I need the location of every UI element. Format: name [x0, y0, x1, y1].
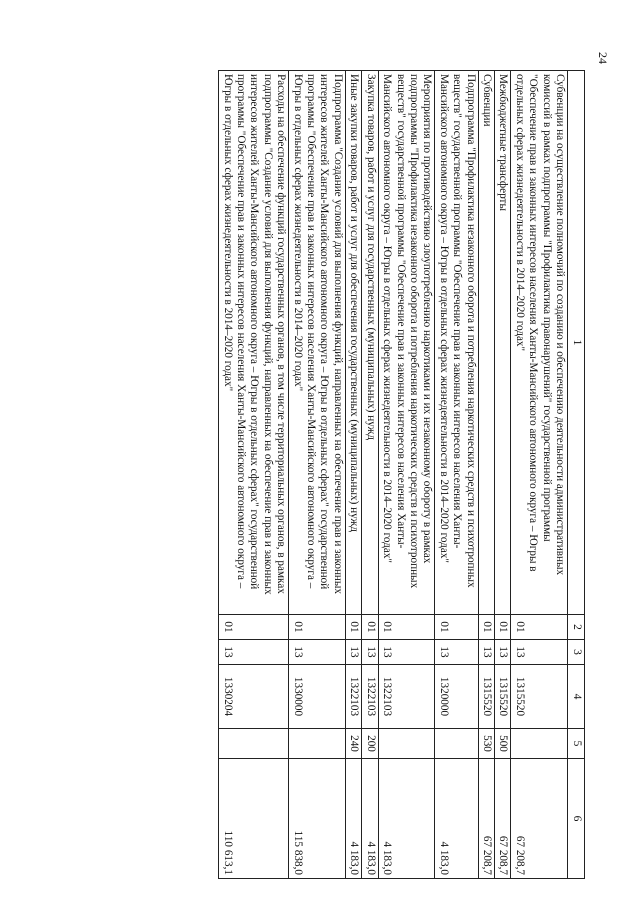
row-target-article: 1320000 [435, 665, 478, 729]
row-name: Расходы на обеспечение функций государственных органов, в том числе территориальных органов, в рамках подпрограммы "Создание условий для выполнения функций, направленных на обеспечение прав и законных интересов жителей Ханты-Мансийского автономного округа – Югры в отдельных сферах" государственной программы "Обеспечение прав и законных интересов населения Ханты-Мансийского автономного округа – Югры в отдельных сферах жизнедеятельности в 2014–2020 годах" [219, 71, 289, 615]
table-row [378, 71, 435, 879]
row-name: Межбюджетные трансферты [494, 71, 510, 615]
row-amount: 67 208,7 [511, 759, 568, 879]
budget-table [218, 70, 585, 879]
row-target-article: 1315520 [511, 665, 568, 729]
row-section-code: 01 [494, 615, 510, 640]
row-section-code: 01 [478, 615, 494, 640]
row-amount: 115 838,0 [289, 759, 346, 879]
row-expense-type [378, 729, 435, 759]
row-subsection-code: 13 [289, 640, 346, 665]
row-amount: 4 183,0 [345, 759, 361, 879]
row-subsection-code: 13 [435, 640, 478, 665]
row-name: Субвенции на осуществление полномочий по созданию и обеспечению деятельности административных комиссий в рамках подпрограммы "Профилактика правонарушений" государственной программы "Обеспечение прав и законных интересов населения Ханты-Мансийского автономного округа – Югры в отдельных сферах жизнедеятельности в 2014–2020 годах" [511, 71, 568, 615]
header-col-6: 6 [568, 759, 585, 879]
row-subsection-code: 13 [378, 640, 435, 665]
table-row [362, 71, 378, 879]
row-expense-type [511, 729, 568, 759]
row-subsection-code: 13 [362, 640, 378, 665]
row-section-code: 01 [511, 615, 568, 640]
row-amount: 67 208,7 [494, 759, 510, 879]
row-name: Иные закупки товаров, работ и услуг для обеспечения государственных (муниципальных) нужд [345, 71, 361, 615]
row-subsection-code: 13 [511, 640, 568, 665]
row-name: Субвенции [478, 71, 494, 615]
row-section-code: 01 [362, 615, 378, 640]
table-row [494, 71, 510, 879]
row-section-code: 01 [435, 615, 478, 640]
row-expense-type [219, 729, 289, 759]
row-amount: 4 183,0 [435, 759, 478, 879]
row-target-article: 1322103 [362, 665, 378, 729]
header-col-3: 3 [568, 640, 585, 665]
row-expense-type [289, 729, 346, 759]
table-row [345, 71, 361, 879]
header-col-2: 2 [568, 615, 585, 640]
table-row [478, 71, 494, 879]
row-amount: 4 183,0 [362, 759, 378, 879]
row-section-code: 01 [378, 615, 435, 640]
row-name: Закупка товаров, работ и услуг для государственных (муниципальных) нужд [362, 71, 378, 615]
row-amount: 4 183,0 [378, 759, 435, 879]
row-section-code: 01 [345, 615, 361, 640]
row-subsection-code: 13 [494, 640, 510, 665]
header-col-5: 5 [568, 729, 585, 759]
row-section-code: 01 [289, 615, 346, 640]
row-name: Мероприятия по противодействию злоупотреблению наркотиками и их незаконному обороту в рамках подпрограммы "Профилактика незаконного оборота и потребления наркотических средств и психотропных веществ" государственной программы "Обеспечение прав и законных интересов населения Ханты-Мансийского автономного округа – Югры в отдельных сферах жизнедеятельности в 2014–2020 годах" [378, 71, 435, 615]
page-number: 24 [596, 52, 610, 64]
row-name: Подпрограмма "Создание условий для выполнения функций, направленных на обеспечение прав и законных интересов жителей Ханты-Мансийского автономного округа – Югры в отдельных сферах" государственной программы "Обеспечение прав и законных интересов населения Ханты-Мансийского автономного округа – Югры в отдельных сферах жизнедеятельности в 2014–2020 годах" [289, 71, 346, 615]
row-subsection-code: 13 [478, 640, 494, 665]
row-expense-type: 240 [345, 729, 361, 759]
row-amount: 67 208,7 [478, 759, 494, 879]
table-row [511, 71, 568, 879]
row-subsection-code: 13 [219, 640, 289, 665]
row-expense-type [435, 729, 478, 759]
row-target-article: 1330204 [219, 665, 289, 729]
row-target-article: 1322103 [345, 665, 361, 729]
row-expense-type: 500 [494, 729, 510, 759]
row-subsection-code: 13 [345, 640, 361, 665]
row-amount: 110 613,1 [219, 759, 289, 879]
row-expense-type: 200 [362, 729, 378, 759]
rotated-table-container [85, 70, 585, 878]
row-target-article: 1330000 [289, 665, 346, 729]
row-name: Подпрограмма "Профилактика незаконного оборота и потребления наркотических средств и психотропных веществ" государственной программы "Обеспечение прав и законных интересов населения Ханты-Мансийского автономного округа – Югры в отдельных сферах жизнедеятельности в 2014–2020 годах" [435, 71, 478, 615]
header-col-4: 4 [568, 665, 585, 729]
table-row [219, 71, 289, 879]
row-expense-type: 530 [478, 729, 494, 759]
row-target-article: 1315520 [494, 665, 510, 729]
header-col-1: 1 [568, 71, 585, 615]
header-row [568, 71, 585, 879]
row-target-article: 1315520 [478, 665, 494, 729]
table-row [435, 71, 478, 879]
row-target-article: 1322103 [378, 665, 435, 729]
row-section-code: 01 [219, 615, 289, 640]
table-row [289, 71, 346, 879]
